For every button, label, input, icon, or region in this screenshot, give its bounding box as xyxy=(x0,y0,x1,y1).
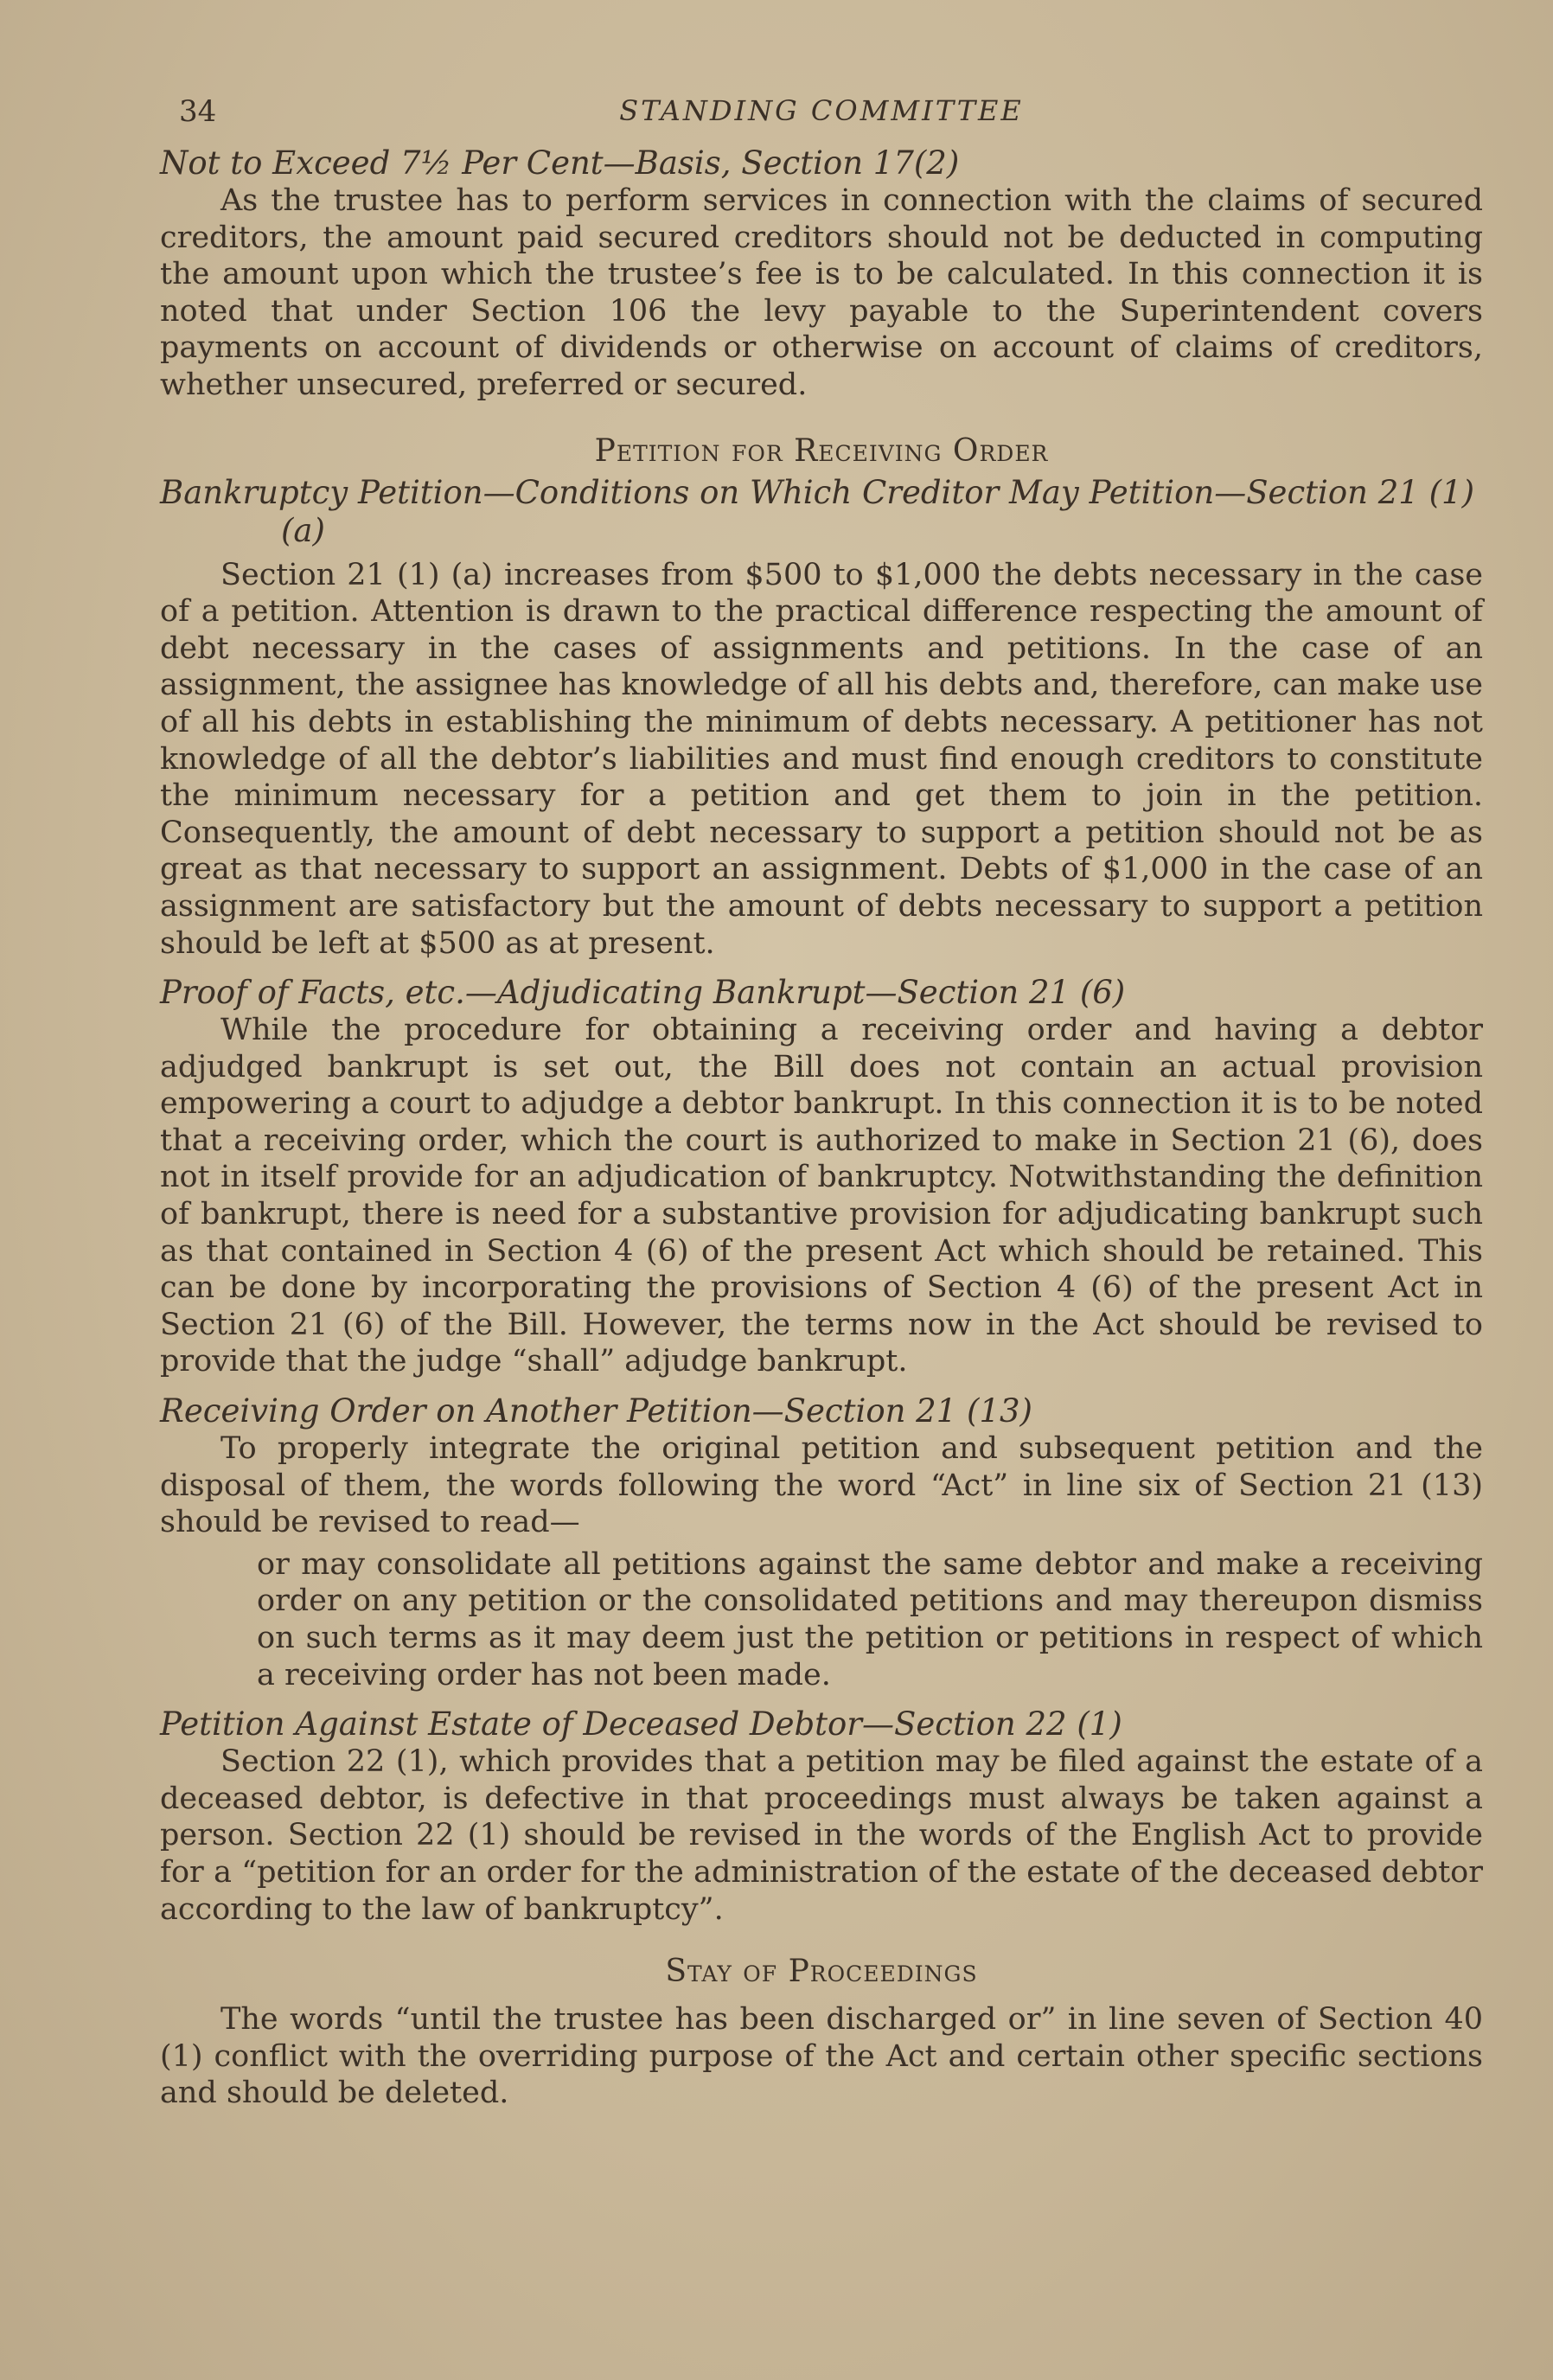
section-heading-receiving-order: Receiving Order on Another Petition—Section 21 (13) xyxy=(160,1392,1032,1430)
section-heading-deceased-debtor: Petition Against Estate of Deceased Debtor—Section 22 (1) xyxy=(160,1705,1122,1743)
page-number: 34 xyxy=(179,94,217,129)
section-heading-bankruptcy-petition: Bankruptcy Petition—Conditions on Which Creditor May Petition—Section 21 (1) (a) xyxy=(160,473,1474,549)
paragraph-receiving-order: To properly integrate the original petition and subsequent petition and the disposal of them, the words following the word “Act” in line six of Section 21 (13) should be revised to read— xyxy=(160,1431,1483,1540)
center-heading-petition: Petition for Receiving Order xyxy=(594,432,1049,469)
center-heading-stay: Stay of Proceedings xyxy=(665,1954,978,1990)
paragraph-bankruptcy-petition: Section 21 (1) (a) increases from $500 to $1,000 the debts necessary in the case of a petition. Attention is drawn to the practical difference respecting the amount of debt necessary in the cases of assignments and petitions. In the case of an assignment, the assignee has knowledge of all his debts and, therefore, can make use of all his debts in establishing the minimum of debts necessary. A petitioner has not knowledge of all the debtor’s liabilities and must find enough creditors to constitute the minimum necessary for a petition and get them to join in the petition. Consequently, the amount of debt necessary to support a petition should not be as great as that necessary to support an assignment. Debts of $1,000 in the case of an assignment are satisfactory but the amount of debts necessary to support a petition should be left at $500 as at present. xyxy=(160,557,1483,961)
paragraph-fee-basis: As the trustee has to perform services in connection with the claims of secured creditors, the amount paid secured creditors should not be deducted in computing the amount upon which the trustee’s fee is to be calculated. In this connection it is noted that under Section 106 the levy payable to the Superintendent covers payments on account of dividends or otherwise on account of claims of creditors, whether unsecured, preferred or secured. xyxy=(160,183,1483,402)
document-page xyxy=(160,91,1483,2112)
section-heading-fee-basis: Not to Exceed 7½ Per Cent—Basis, Section 17(2) xyxy=(160,144,960,182)
running-title: STANDING COMMITTEE xyxy=(619,94,1024,127)
quoted-revision: or may consolidate all petitions against the same debtor and make a receiving order on any petition or the consolidated petitions and may thereupon dismiss on such terms as it may deem just the petition or petitions in respect of which a receiving order has not been made. xyxy=(257,1546,1483,1692)
paragraph-proof-of-facts: While the procedure for obtaining a receiving order and having a debtor adjudged bankrupt is set out, the Bill does not contain an actual provision empowering a court to adjudge a debtor bankrupt. In this connection it is to be noted that a receiving order, which the court is authorized to make in Section 21 (6), does not in itself provide for an adjudication of bankruptcy. Notwithstanding the definition of bankrupt, there is need for a substantive provision for adjudicating bankrupt such as that contained in Section 4 (6) of the present Act which should be retained. This can be done by incorporating the provisions of Section 4 (6) of the present Act in Section 21 (6) of the Bill. However, the terms now in the Act should be revised to provide that the judge “shall” adjudge bankrupt. xyxy=(160,1013,1483,1379)
paragraph-deceased-debtor: Section 22 (1), which provides that a petition may be filed against the estate of a deceased debtor, is defective in that proceedings must always be taken against a person. Section 22 (1) should be revised in the words of the English Act to provide for a “petition for an order for the administration of the estate of the deceased debtor according to the law of bankruptcy”. xyxy=(160,1744,1483,1927)
paragraph-stay: The words “until the trustee has been discharged or” in line seven of Section 40 (1) conflict with the overriding purpose of the Act and certain other specific sections and should be deleted. xyxy=(160,2002,1483,2111)
section-heading-proof-of-facts: Proof of Facts, etc.—Adjudicating Bankrupt—Section 21 (6) xyxy=(160,974,1126,1012)
running-head xyxy=(160,91,1483,139)
